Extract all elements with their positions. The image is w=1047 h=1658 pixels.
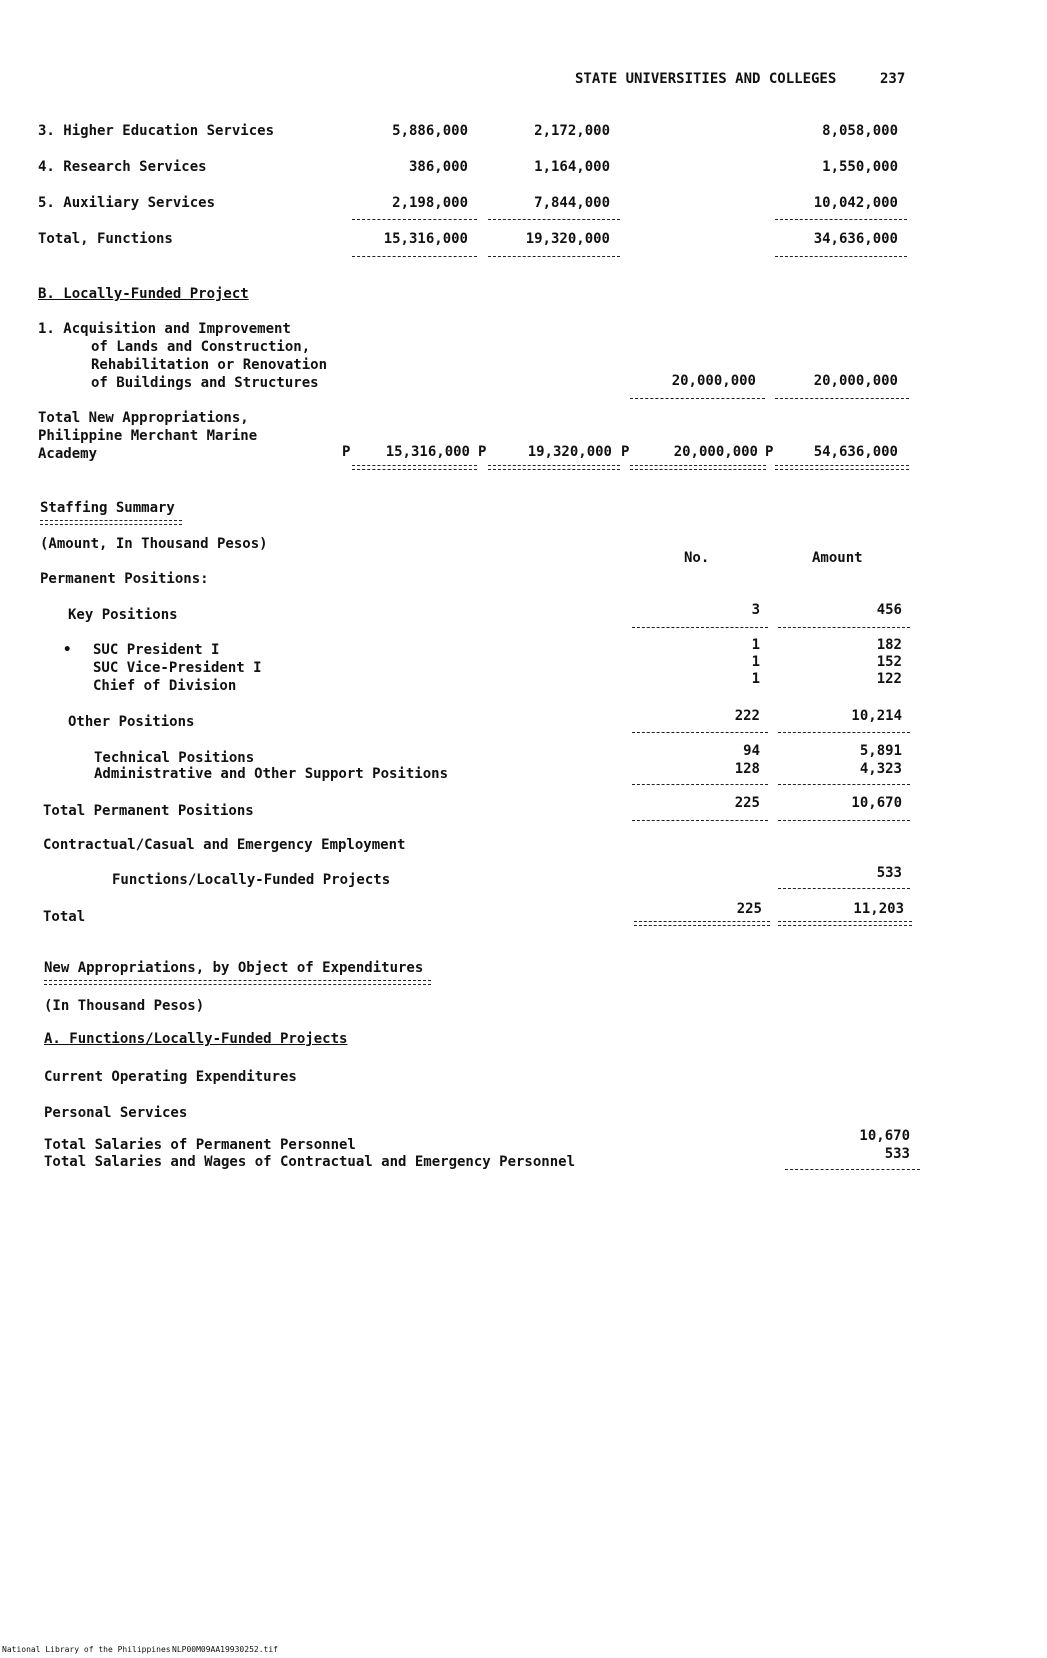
- peso-sign: P: [478, 444, 487, 460]
- bullet-mark: •: [63, 642, 72, 658]
- grand-total-label: Total New Appropriations,: [38, 410, 249, 426]
- row-total: 122: [876, 671, 902, 687]
- row-value: 3: [751, 602, 760, 618]
- double-rule: [352, 465, 477, 470]
- row-total: 1,550,000: [822, 159, 898, 175]
- divider: [352, 256, 477, 257]
- row-value: 94: [743, 743, 760, 759]
- project-line: 1. Acquisition and Improvement: [38, 321, 291, 337]
- row-total: 456: [876, 602, 902, 618]
- row-total: 10,214: [851, 708, 902, 724]
- expenditures-section: A. Functions/Locally-Funded Projects: [44, 1031, 348, 1047]
- divider: [778, 732, 910, 733]
- row-value: 225: [736, 901, 762, 917]
- double-rule: [488, 465, 620, 470]
- library-credit: National Library of the Philippines: [2, 1645, 171, 1654]
- peso-sign: P: [621, 444, 630, 460]
- key-positions-label: Key Positions: [68, 607, 178, 623]
- row-value: 7,844,000: [534, 195, 610, 211]
- double-rule: [630, 465, 766, 470]
- row-value: 1: [751, 637, 760, 653]
- divider: [778, 627, 910, 628]
- row-value: 2,198,000: [392, 195, 468, 211]
- divider: [775, 256, 907, 257]
- peso-sign: P: [342, 444, 351, 460]
- row-label: 4. Research Services: [38, 159, 207, 175]
- row-total: 533: [884, 1146, 910, 1162]
- grand-total-label: Philippine Merchant Marine: [38, 428, 258, 444]
- grand-total-label: Academy: [38, 446, 98, 462]
- row-value: 1: [751, 654, 760, 670]
- row-label: 5. Auxiliary Services: [38, 195, 216, 211]
- position-label: Chief of Division: [93, 678, 237, 694]
- divider: [775, 219, 907, 220]
- running-head: STATE UNIVERSITIES AND COLLEGES: [575, 71, 837, 87]
- peso-sign: P: [765, 444, 774, 460]
- row-total: 182: [876, 637, 902, 653]
- divider: [488, 219, 620, 220]
- double-rule: [778, 921, 912, 926]
- row-total: 34,636,000: [813, 231, 898, 247]
- permanent-label: Permanent Positions:: [40, 571, 209, 587]
- staffing-title: Staffing Summary: [40, 500, 175, 516]
- double-rule: [775, 465, 909, 470]
- row-total: 4,323: [859, 761, 902, 777]
- divider: [632, 784, 768, 785]
- position-label: Technical Positions: [94, 750, 255, 766]
- row-total: 11,203: [853, 901, 904, 917]
- current-expenditures-label: Current Operating Expenditures: [44, 1069, 297, 1085]
- row-value: 2,172,000: [534, 123, 610, 139]
- divider: [778, 784, 910, 785]
- expenditures-subtitle: (In Thousand Pesos): [44, 998, 205, 1014]
- row-value: 15,316,000: [385, 444, 470, 460]
- row-label: Total, Functions: [38, 231, 173, 247]
- page-number: 237: [880, 71, 906, 87]
- row-value: 19,320,000: [527, 444, 612, 460]
- row-value: 222: [734, 708, 760, 724]
- project-line: Rehabilitation or Renovation: [91, 357, 328, 373]
- row-total: 152: [876, 654, 902, 670]
- position-label: SUC Vice-President I: [93, 660, 262, 676]
- divider: [778, 820, 910, 821]
- salary-label: Total Salaries and Wages of Contractual and Emergency Personnel: [44, 1154, 576, 1170]
- divider: [785, 1169, 920, 1170]
- row-value: 20,000,000: [671, 373, 756, 389]
- row-value: 225: [734, 795, 760, 811]
- contractual-item-label: Functions/Locally-Funded Projects: [112, 872, 391, 888]
- position-label: SUC President I: [93, 642, 220, 658]
- divider: [775, 398, 909, 399]
- contractual-label: Contractual/Casual and Emergency Employment: [43, 837, 406, 853]
- row-total: 20,000,000: [813, 373, 898, 389]
- divider: [632, 820, 768, 821]
- row-value: 19,320,000: [525, 231, 610, 247]
- expenditures-title: New Appropriations, by Object of Expenditures: [44, 960, 424, 976]
- row-value: 128: [734, 761, 760, 777]
- position-label: Administrative and Other Support Positions: [94, 766, 449, 782]
- salary-label: Total Salaries of Permanent Personnel: [44, 1137, 356, 1153]
- row-total: 10,042,000: [813, 195, 898, 211]
- row-total: 10,670: [851, 795, 902, 811]
- row-value: 1,164,000: [534, 159, 610, 175]
- other-positions-label: Other Positions: [68, 714, 195, 730]
- row-label: 3. Higher Education Services: [38, 123, 275, 139]
- section-heading: B. Locally-Funded Project: [38, 286, 249, 302]
- staffing-subtitle: (Amount, In Thousand Pesos): [40, 536, 268, 552]
- file-name: NLP00M09AA19930252.tif: [172, 1645, 278, 1654]
- row-value: 386,000: [408, 159, 468, 175]
- project-line: of Lands and Construction,: [91, 339, 311, 355]
- project-line: of Buildings and Structures: [91, 375, 319, 391]
- row-total: 54,636,000: [813, 444, 898, 460]
- double-rule: [40, 520, 182, 525]
- row-value: 5,886,000: [392, 123, 468, 139]
- row-total: 5,891: [859, 743, 902, 759]
- column-header-no: No.: [684, 550, 710, 566]
- personal-services-label: Personal Services: [44, 1105, 188, 1121]
- double-rule: [44, 980, 431, 985]
- divider: [632, 627, 768, 628]
- divider: [488, 256, 620, 257]
- divider: [352, 219, 477, 220]
- row-value: 20,000,000: [673, 444, 758, 460]
- staffing-total-label: Total: [43, 909, 86, 925]
- divider: [630, 398, 765, 399]
- column-header-amount: Amount: [812, 550, 863, 566]
- divider: [778, 888, 910, 889]
- row-total: 533: [876, 865, 902, 881]
- row-total: 8,058,000: [822, 123, 898, 139]
- row-total: 10,670: [859, 1128, 910, 1144]
- divider: [632, 732, 768, 733]
- total-permanent-label: Total Permanent Positions: [43, 803, 254, 819]
- row-value: 1: [751, 671, 760, 687]
- row-value: 15,316,000: [383, 231, 468, 247]
- double-rule: [634, 921, 770, 926]
